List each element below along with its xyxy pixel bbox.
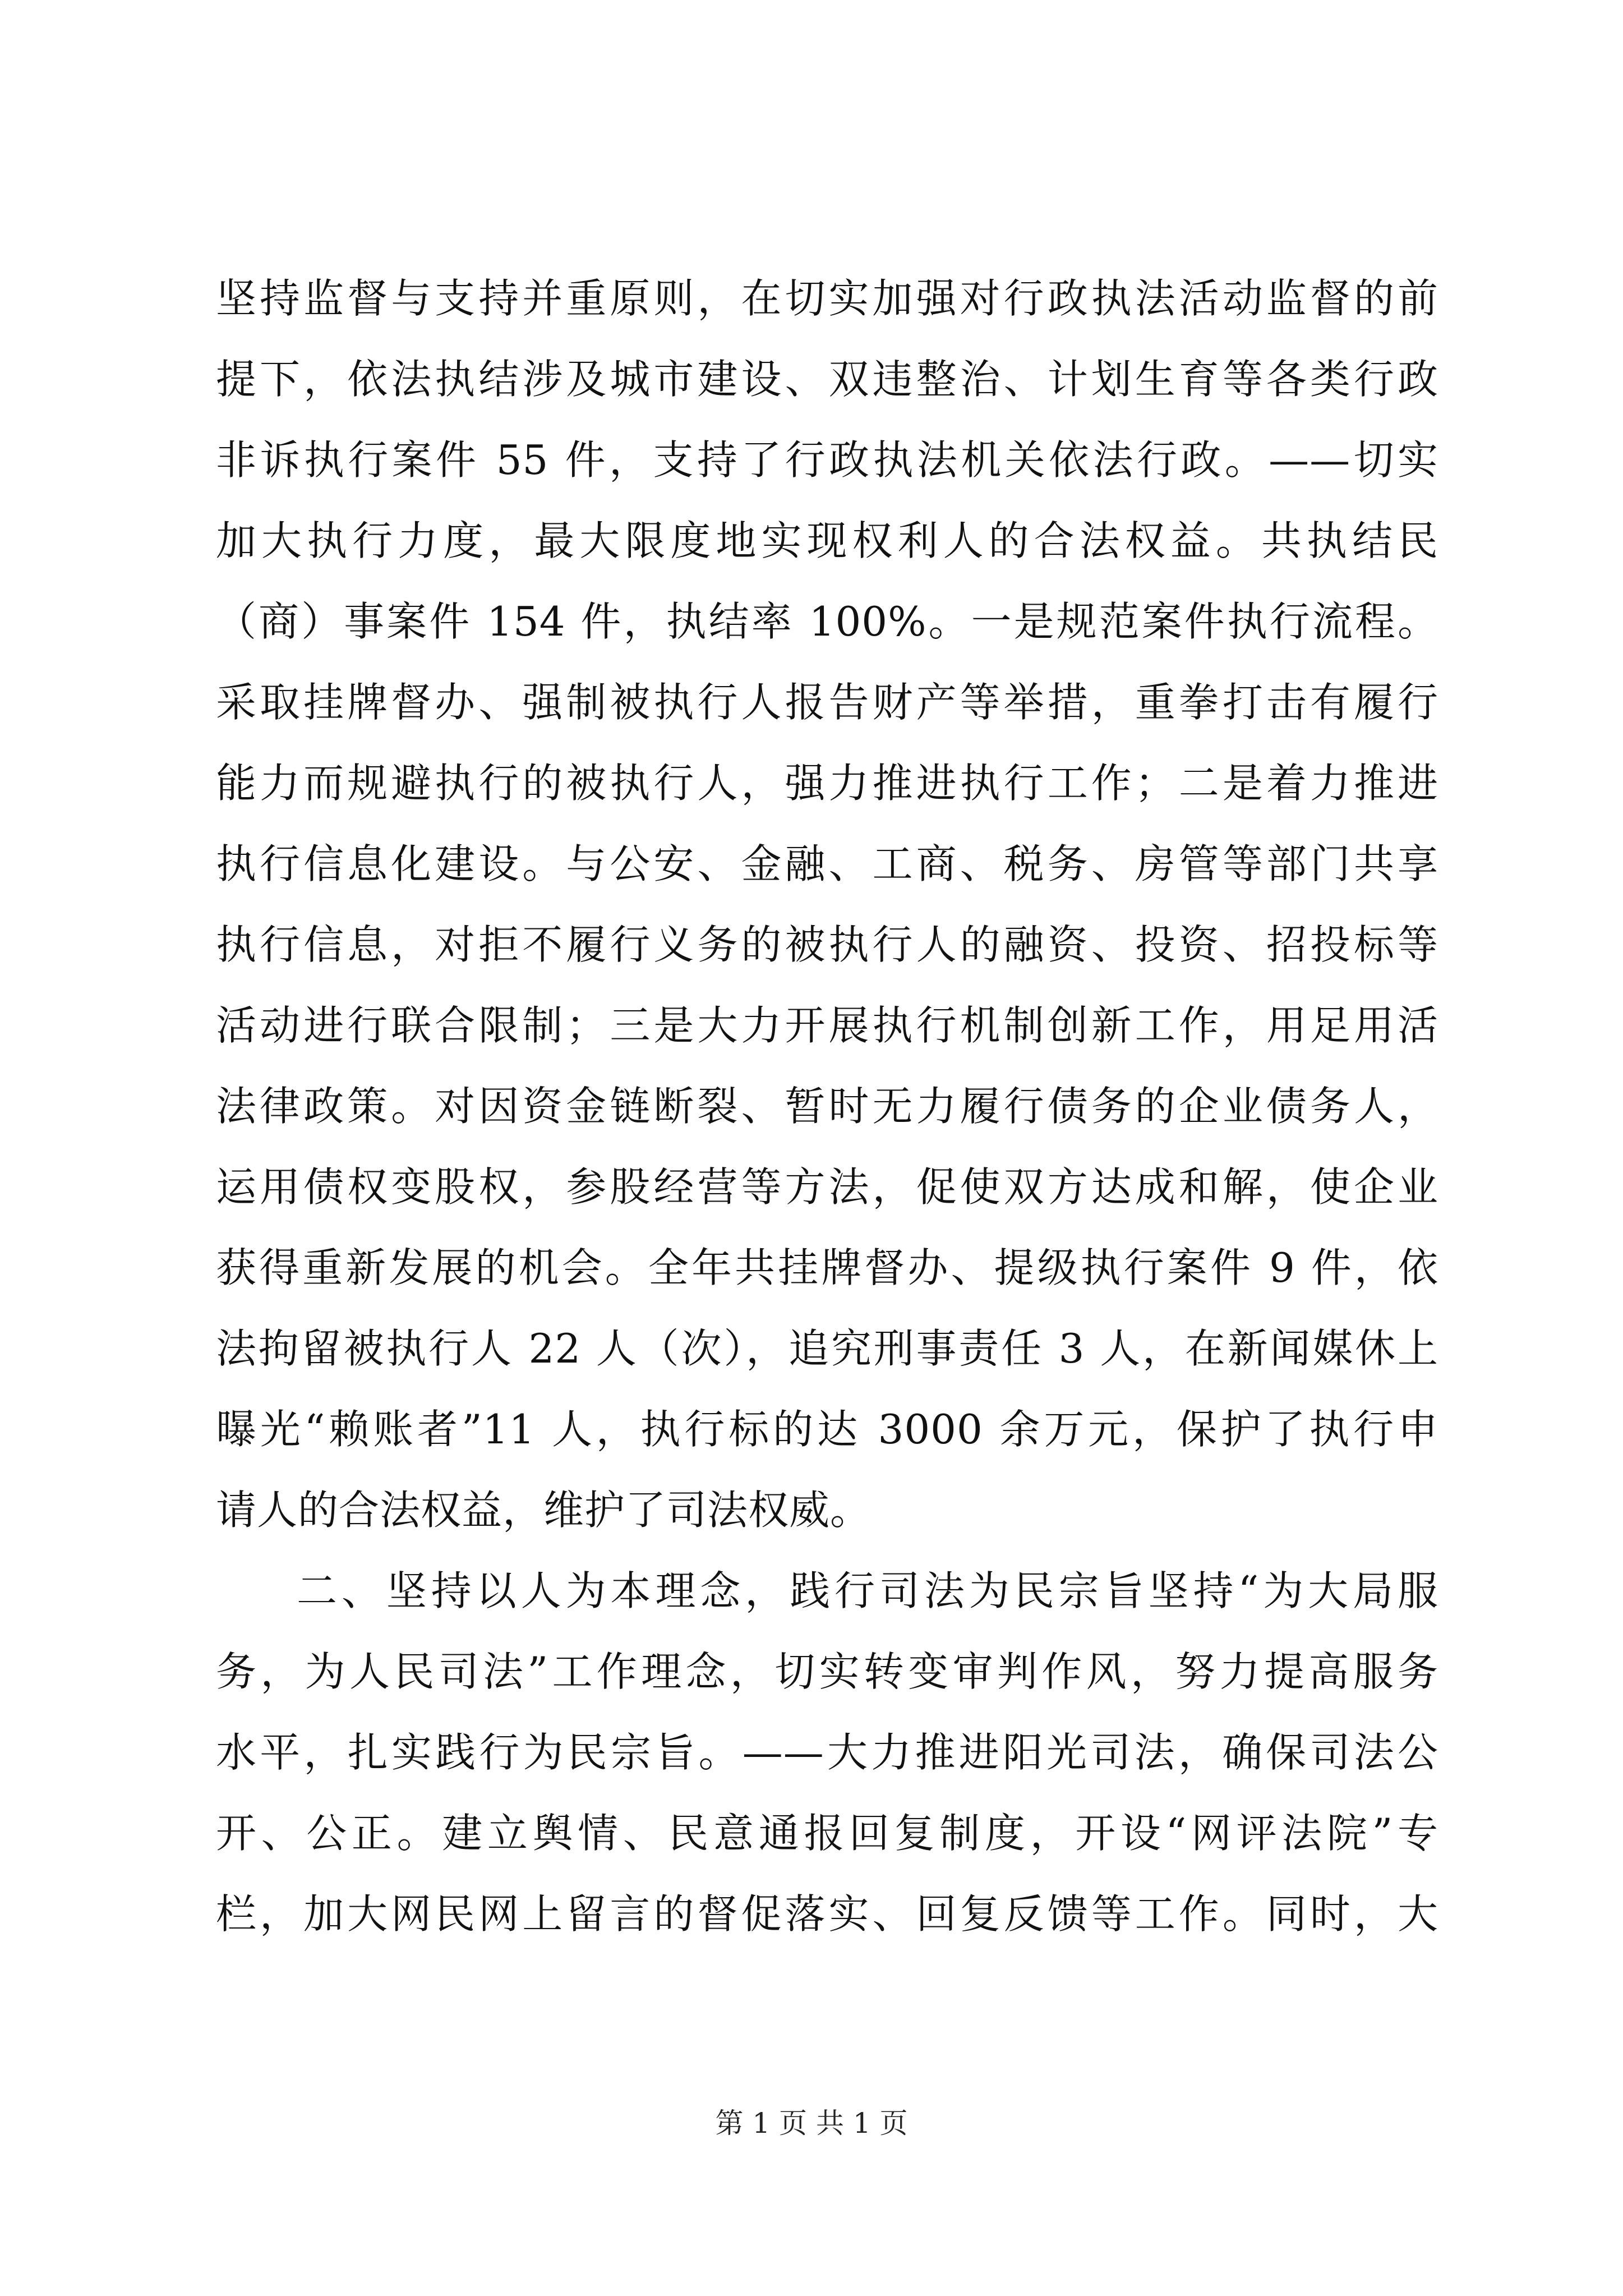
paragraph-line: 执行信息化建设。与公安、金融、工商、税务、房管等部门共享: [216, 840, 1438, 887]
paragraph-last-line: 请人的合法权益，维护了司法权威。: [216, 1487, 872, 1534]
paragraph-line: 非诉执行案件 55 件，支持了行政执法机关依法行政。——切实: [216, 436, 1438, 484]
paragraph-line: 栏，加大网民网上留言的督促落实、回复反馈等工作。同时，大: [216, 1890, 1438, 1938]
paragraph-line: 水平，扎实践行为民宗旨。——大力推进阳光司法，确保司法公: [216, 1729, 1438, 1776]
paragraph-line: 坚持监督与支持并重原则，在切实加强对行政执法活动监督的前: [216, 275, 1438, 322]
paragraph-line: 开、公正。建立舆情、民意通报回复制度，开设“网评法院”专: [216, 1810, 1438, 1857]
paragraph-line: 运用债权变股权，参股经营等方法，促使双方达成和解，使企业: [216, 1163, 1438, 1211]
paragraph-line: 提下，依法执结涉及城市建设、双违整治、计划生育等各类行政: [216, 356, 1438, 403]
paragraph-line: 活动进行联合限制；三是大力开展执行机制创新工作，用足用活: [216, 1002, 1438, 1049]
section-heading-line: 二、坚持以人为本理念，践行司法为民宗旨坚持“为大局服: [297, 1567, 1438, 1614]
paragraph-line: 法拘留被执行人 22 人（次），追究刑事责任 3 人，在新闻媒休上: [216, 1325, 1438, 1372]
paragraph-line: （商）事案件 154 件，执结率 100%。一是规范案件执行流程。: [216, 598, 1438, 645]
page-number-footer: 第 1 页 共 1 页: [715, 2107, 908, 2139]
paragraph-line: 法律政策。对因资金链断裂、暂时无力履行债务的企业债务人，: [216, 1083, 1438, 1130]
paragraph-line: 加大执行力度，最大限度地实现权利人的合法权益。共执结民: [216, 517, 1438, 564]
paragraph-line: 能力而规避执行的被执行人，强力推进执行工作；二是着力推进: [216, 760, 1438, 807]
paragraph-line: 采取挂牌督办、强制被执行人报告财产等举措，重拳打击有履行: [216, 679, 1438, 726]
paragraph-line: 务，为人民司法”工作理念，切实转变审判作风，努力提高服务: [216, 1648, 1438, 1695]
paragraph-line: 获得重新发展的机会。全年共挂牌督办、提级执行案件 9 件，依: [216, 1244, 1438, 1291]
paragraph-line: 曝光“赖账者”11 人，执行标的达 3000 余万元，保护了执行申: [216, 1406, 1438, 1453]
document-body: [216, 258, 1438, 1954]
paragraph-line: 执行信息，对拒不履行义务的被执行人的融资、投资、招投标等: [216, 921, 1438, 968]
